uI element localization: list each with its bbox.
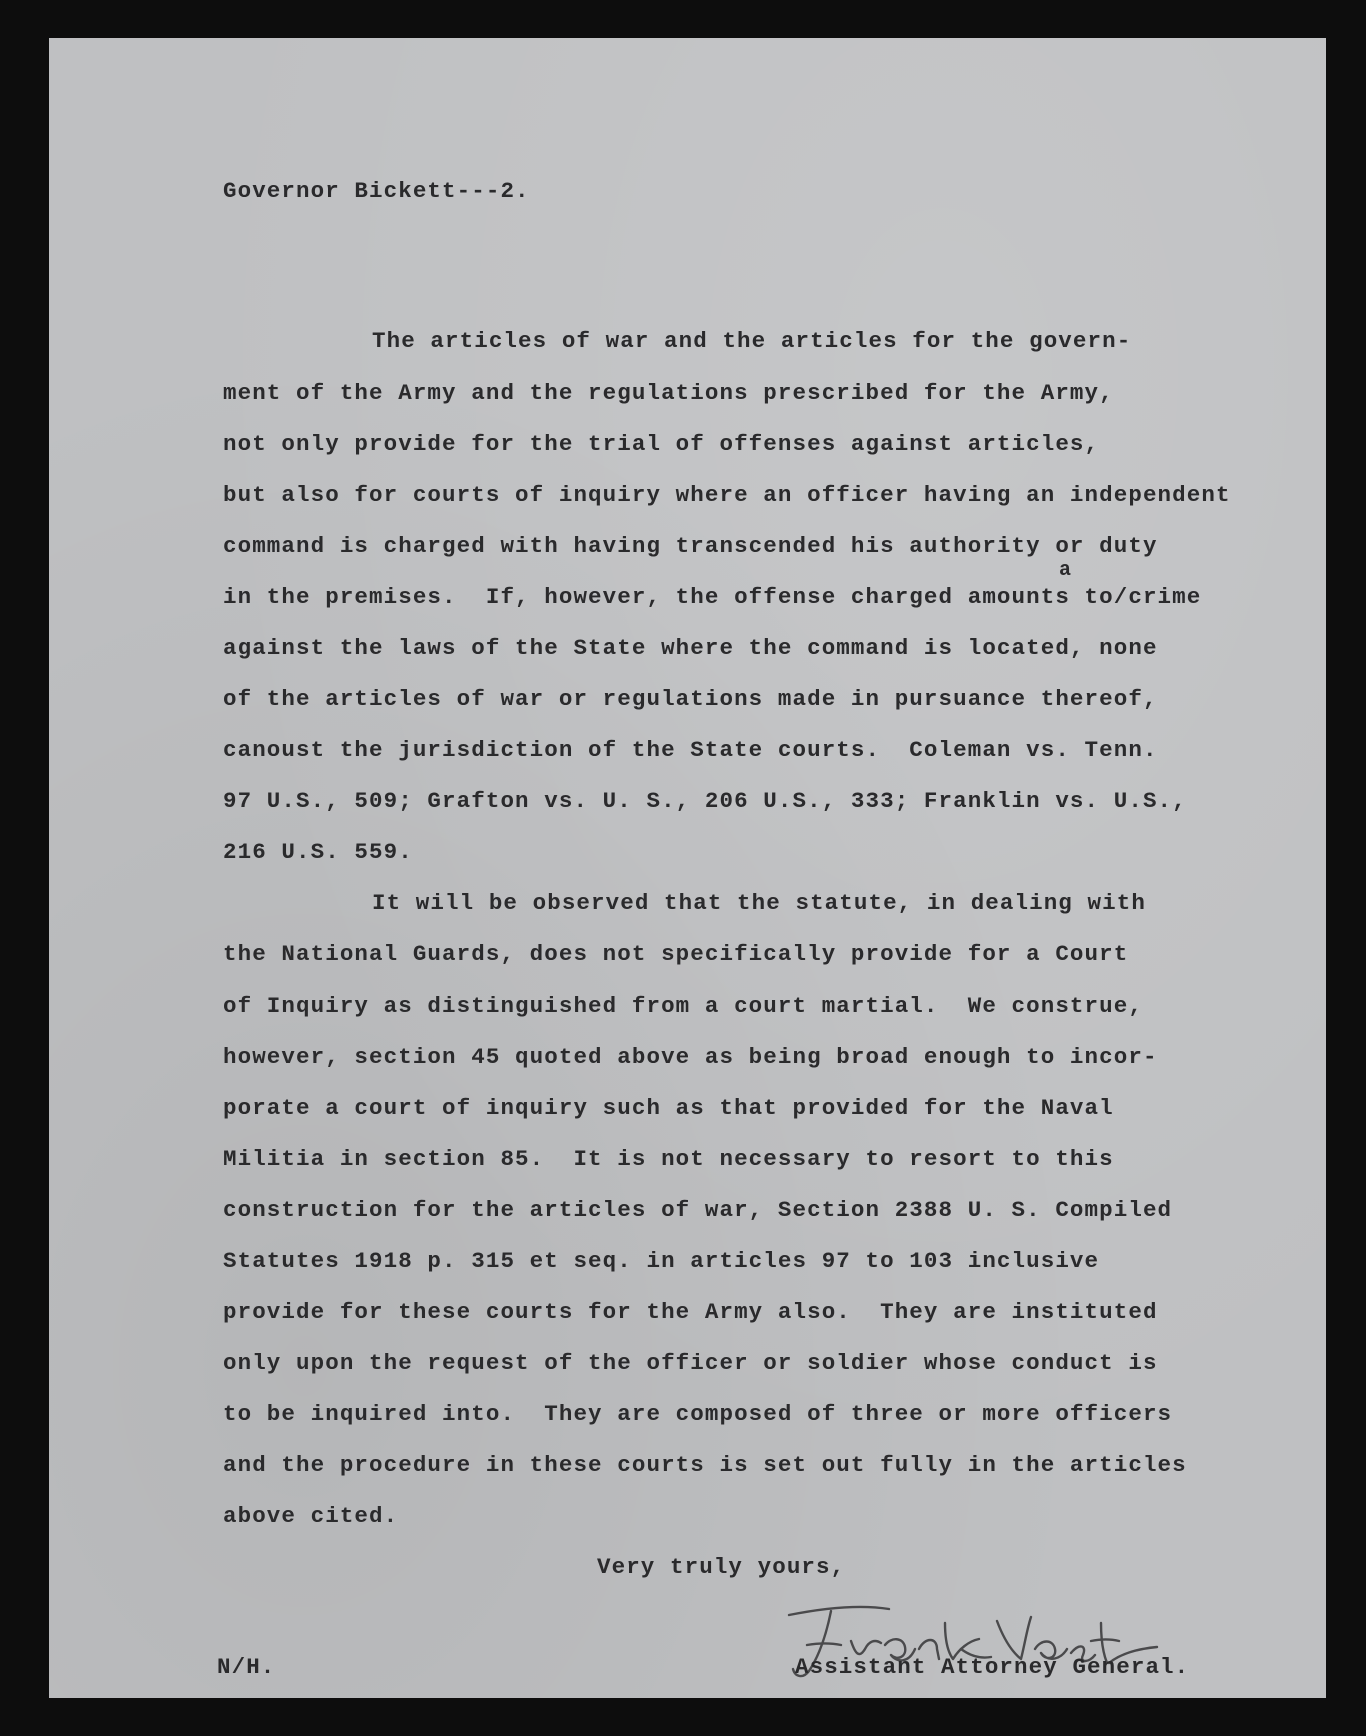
para2-line-13: above cited. [223, 1503, 399, 1529]
para1-line-4: but also for courts of inquiry where an officer having an independent [223, 482, 1231, 508]
para2-line-9: provide for these courts for the Army also. They are instituted [223, 1299, 1158, 1325]
para1-line-6: in the premises. If, however, the offense charged amounts to/crime [223, 584, 1202, 610]
signer-title: Assistant Attorney General. [795, 1654, 1190, 1680]
para1-line-5: command is charged with having transcended his authority or duty [223, 533, 1158, 559]
para1-line-3: not only provide for the trial of offenses against articles, [223, 431, 1100, 457]
para2-line-10: only upon the request of the officer or soldier whose conduct is [223, 1350, 1158, 1376]
letter-header: Governor Bickett---2. [223, 178, 530, 204]
para2-line-6: Militia in section 85. It is not necessary to resort to this [223, 1146, 1114, 1172]
para2-line-12: and the procedure in these courts is set out fully in the articles [223, 1452, 1187, 1478]
para1-line-10: 97 U.S., 509; Grafton vs. U. S., 206 U.S., 333; Franklin vs. U.S., [223, 788, 1187, 814]
para2-line-2: the National Guards, does not specifically provide for a Court [223, 941, 1129, 967]
para2-line-11: to be inquired into. They are composed of three or more officers [223, 1401, 1173, 1427]
para2-line-3: of Inquiry as distinguished from a court martial. We construe, [223, 993, 1143, 1019]
para1-line-2: ment of the Army and the regulations prescribed for the Army, [223, 380, 1114, 406]
para1-line-1: The articles of war and the articles for the govern- [372, 328, 1132, 354]
typist-initials: N/H. [217, 1654, 276, 1680]
closing: Very truly yours, [597, 1554, 846, 1580]
letter-page [49, 38, 1326, 1698]
para1-line-9: canoust the jurisdiction of the State courts. Coleman vs. Tenn. [223, 737, 1158, 763]
para2-line-5: porate a court of inquiry such as that provided for the Naval [223, 1095, 1114, 1121]
para1-line-7: against the laws of the State where the command is located, none [223, 635, 1158, 661]
handwritten-insertion: a [1059, 559, 1072, 582]
para2-line-1: It will be observed that the statute, in dealing with [372, 890, 1146, 916]
para2-line-7: construction for the articles of war, Section 2388 U. S. Compiled [223, 1197, 1173, 1223]
para2-line-8: Statutes 1918 p. 315 et seq. in articles 97 to 103 inclusive [223, 1248, 1100, 1274]
para1-line-8: of the articles of war or regulations made in pursuance thereof, [223, 686, 1158, 712]
para1-line-11: 216 U.S. 559. [223, 839, 413, 865]
para2-line-4: however, section 45 quoted above as being broad enough to incor- [223, 1044, 1158, 1070]
